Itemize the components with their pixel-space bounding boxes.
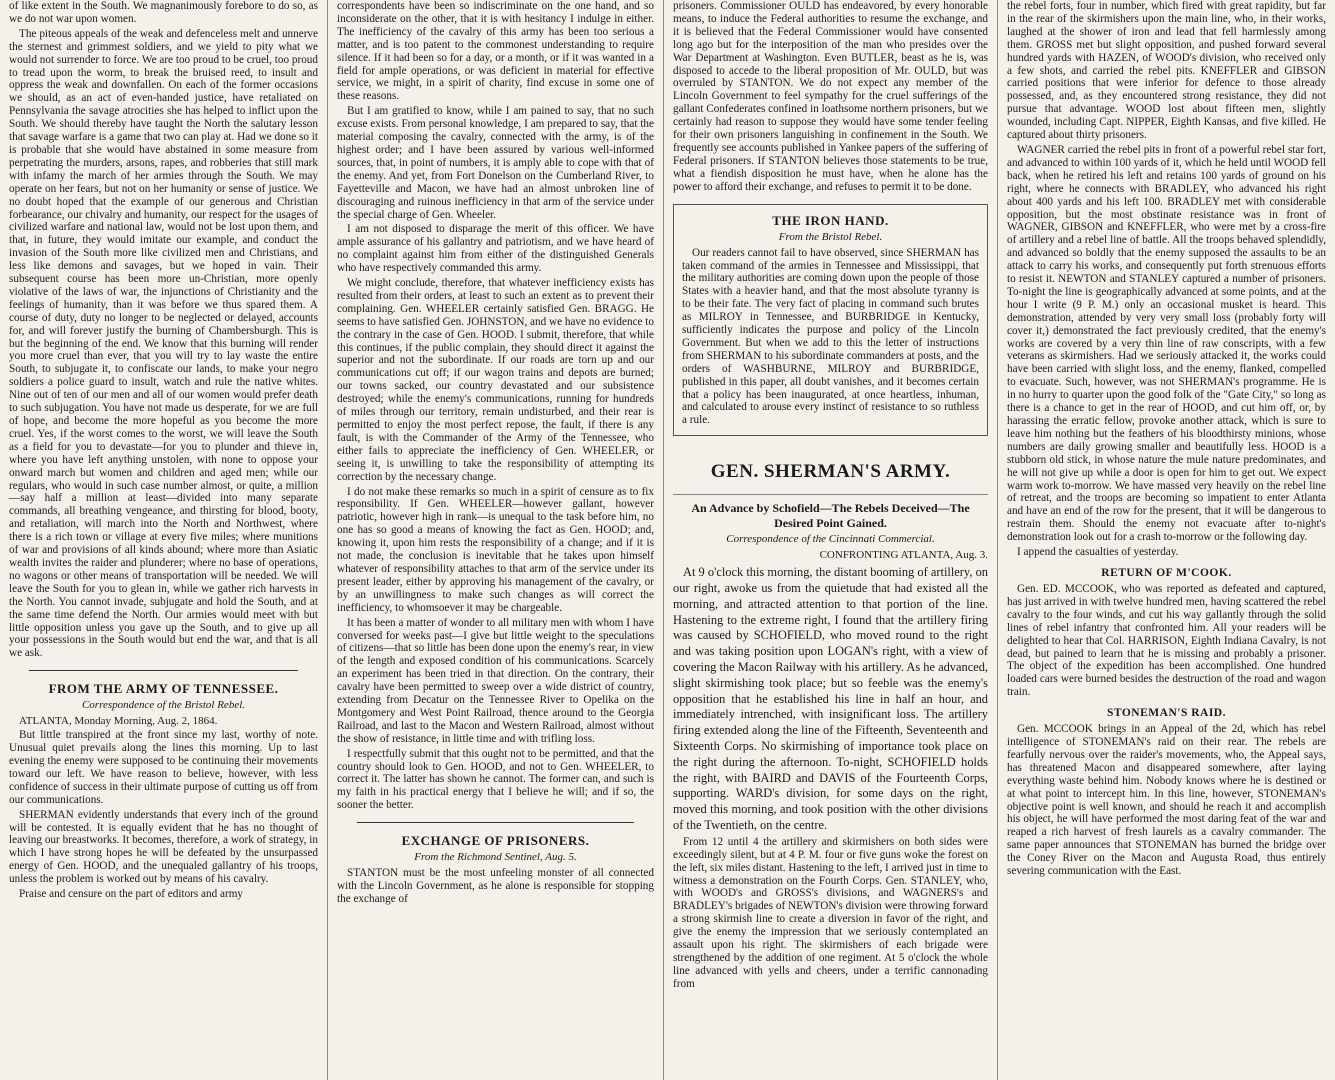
- article-heading: EXCHANGE OF PRISONERS.: [401, 833, 590, 849]
- article-source: From the Richmond Sentinel, Aug. 5.: [414, 851, 577, 864]
- paragraph: It has been a matter of wonder to all military men with whom I have conversed for weeks past—I give but little weight to the speculations of citizens—that so little has been done upon the enemy's rear, in view of the length and exposed condition of his communications. Scarcely an experiment has been tried in that direction. On the contrary, their cavalry have been permitted to sweep over a wide district of country, extending from Decatur on the Tennessee River to Opelika on the Montgomery and West Point Railroad, thence around to the Georgia Railroad, and last to the Macon and Western Railroad, almost without the show of resistance, in little time and with trifling loss.: [337, 616, 654, 745]
- paragraph: The piteous appeals of the weak and defenceless melt and unnerve the sternest and grimmest soldiers, and we yield to pity what we would not surrender to force. We are too proud to be cruel, too proud to tread upon the worm, to break the bruised reed, to insult and oppress the weak and downfallen. On each of the former occasions we should, as an act of even-handed justice, have retaliated on Pennsylvania the savage atrocities she has helped to inflict upon the South. We should thereby have taught the North the salutary lesson that savage warfare is a game that two can play at. Had we done so it is probable that she would have abstained in some measure from perpetrating the murders, arsons, rapes, and robberies that still mark with infamy the march of her armies through the South. We may operate on her fears, but not on her humanity or sense of justice. We no doubt hoped that the example of our generous and Christian forbearance, our chivalry and humanity, our respect for the usages of civilized warfare and national law, would not be lost upon them, and that, in future, they would imitate our example, and conduct the invasion of the South more like civilized men and Christians, and less like demons and savages, but we hoped in vain. Their subsequent course has been more un-Christian, more openly violative of the laws of war, the injunctions of Christianity and the feelings of humanity, than it was before we thus spared them. A course of duty, duty no longer to be neglected or delayed, accounts for, and will forever justify the burning of Chambersburgh. This is but the beginning of the end. We know that this burning will render you more cruel than ever, that you will try to lay waste the entire South, to subjugate it, to confiscate our lands, to make your negro soldiers a police guard to insult, watch and rule the native whites. Nine out of ten of our men and all of our women would prefer death to such subjugation. You have not made us desperate, for we are full of hope, and become the more hopeful as you become the more cruel. Yes, if the worst comes to the worst, we will leave the South as a field for you to devastate—for you to plunder and thieve in, where you have left anything unstolen, with none to oppose your onward march but women and children and aged men; while our regulars, who would in such case number almost, or quite, a million—say half a million at least—divided into many separate commands, all breathing vengeance, and thirsting for blood, booty, and retaliation, will march into the North and Northwest, where there is a rich town or village at every five miles; where munitions of war and provisions of all kinds abound; where more than Asiatic wealth invites the raider and plunderer; where no base of operations, no wagons or other means of transportation will be needed. We will leave the South for you to glean in, while we gather rich harvests in the North. You cannot invade, subjugate and hold the South, and at the same time defend the North. Our armies would meet with but little opposition unless you gave up the South, and to give up all your possessions in the South would but end the war, and that is all we ask.: [9, 27, 318, 660]
- article-source: Correspondence of the Cincinnati Commercial.: [726, 533, 935, 546]
- article-source: From the Bristol Rebel.: [778, 230, 883, 243]
- paragraph: correspondents have been so indiscriminate on the one hand, and so inconsiderate on the other, that it is with hesitancy I indulge in either. The inefficiency of the cavalry of this army has been too serious a matter, and is too patent to the commonest understanding to require silence. If it had been so for a day, or a month, or if it was wanted in a field for ample operations, or was deficient in material for effective service, we might, in a spirit of charity, find excuse in some one of these reasons.: [337, 0, 654, 103]
- article-heading: FROM THE ARMY OF TENNESSEE.: [48, 681, 279, 697]
- section-heading: RETURN OF M'COOK.: [1101, 566, 1232, 579]
- boxed-article: [673, 204, 988, 437]
- paragraph: But little transpired at the front since my last, worthy of note. Unusual quiet prevails along the lines this morning. Up to last evening the enemy were supposed to be continuing their movements toward our left. We have reason to believe, however, with less confidence of success in their ultimate purpose of cutting us off from our communications.: [9, 729, 318, 806]
- divider: [673, 494, 988, 495]
- divider: [29, 670, 298, 671]
- paragraph: I respectfully submit that this ought not to be permitted, and that the country should look to Gen. HOOD, and not to Gen. WHEELER, to correct it. The latter has shown he cannot. The former can, and such is my faith in his practical energy that I believe he will; and if so, the sooner the better.: [337, 747, 654, 812]
- paragraph: Gen. ED. MCCOOK, who was reported as defeated and captured, has just arrived in with twelve hundred men, having scattered the rebel cavalry to the four winds, and cut his way gallantly through the solid lines of rebel infantry that confronted him. All your readers will be delighted to hear that Col. HARRISON, Eighth Indiana Cavalry, is not dead, but pained to learn that he is missing and probably a prisoner. The object of the expedition has been accomplished. One hundred loaded cars were burned besides the destruction of the road and wagon train.: [1007, 582, 1326, 699]
- paragraph: But I am gratified to know, while I am pained to say, that no such excuse exists. From personal knowledge, I am prepared to say, that the material composing the cavalry, connected with the army, is of the highest order; and I have been assured by various well-informed sources, that, in point of numbers, it is amply able to cope with that of the enemy. And yet, from Fort Donelson on the Cumberland River, to Fayetteville and Macon, we have had an almost unbroken line of discouraging and ruinous inefficiency in that arm of the service under the special charge of Gen. Wheeler.: [337, 105, 654, 221]
- paragraph: of like extent in the South. We magnanimously forebore to do so, as we do not war upon women.: [9, 0, 318, 25]
- paragraph: I append the casualties of yesterday.: [1017, 546, 1179, 559]
- paragraph: We might conclude, therefore, that whatever inefficiency exists has resulted from their orders, at least to such an extent as to prevent their complaining. Gen. WHEELER certainly satisfied Gen. BRAGG. He seems to have satisfied Gen. JOHNSTON, and we have no evidence to the contrary in the case of Gen. HOOD. I submit, therefore, that while this continues, if the public complain, they should direct it against the superior and not the subordinate. If our roads are torn up and our communications cut off; if our wagon trains and depots are burned; our towns sacked, our country devastated and our subsistence destroyed; while the enemy's communications, running for hundreds of miles through our territory, remain undisturbed, and their rear is permitted to enjoy the most perfect repose, the fault, if there is any fault, is with the Commander of the Army of the Tennessee, who either fails to appreciate the inefficiency of Gen. WHEELER, or seeing it, is unwilling to take the responsibility of attempting its correction by the necessary change.: [337, 277, 655, 483]
- paragraph: the rebel forts, four in number, which fired with great rapidity, but far in the rear of the skirmishers upon the main line, who, in their works, laughed at the shower of iron and lead that fell harmlessly among them. GROSS met but slight opposition, and pushed forward several hundred yards with HAZEN, of WOOD's division, who received only a few shots, and carried the rebel pits. KNEFFLER and GIBSON carried positions that were inferior for defence to those already possessed, and, as they encountered strong resistance, they did not pursue that advantage. WOOD lost about fifteen men, slightly wounded, including Capt. NIPPER, Eighth Kansas, and five killed. He captured about thirty prisoners.: [1007, 0, 1326, 142]
- column-2: [328, 0, 664, 1080]
- dateline: ATLANTA, Monday Morning, Aug. 2, 1864.: [19, 715, 218, 728]
- paragraph: Praise and censure on the part of editors and army: [19, 888, 243, 901]
- column-3: [664, 0, 998, 1080]
- paragraph: SHERMAN evidently understands that every inch of the ground will be contested. It is equally evident that he has no thought of leaving our breastworks. It becomes, therefore, a work of strategy, in which I have strong hopes he will be defeated by the unsurpassed energy of Gen. HOOD, and the unequaled gallantry of his troops, unless the problem is worked out by means of his cavalry.: [9, 808, 318, 886]
- paragraph: WAGNER carried the rebel pits in front of a powerful rebel star fort, and advanced to within 100 yards of it, which he held until WOOD fell back, when he retired his left and retains 100 yards of ground on his right, where he connects with BRADLEY, who advanced his right about 400 yards and his left 100. BRADLEY met with considerable opposition, but the most obstinate resistance was in front of WAGNER, GIBSON and KNEFFLER, who were met by a cross-fire of artillery and a rebel line of battle. All the troops behaved splendidly, and advanced so boldly that the enemy supposed the assaults to be an attack to carry his works, and consequently put forth strenuous efforts to resist it. NEWTON and STANLEY captured a number of prisoners. To-night the line is geographically advanced at some points, and at the hour I write (9 P. M.) only an occasional musket is heard. This demonstration, attended by very very small loss (probably forty will cover it,) demonstrated the fact previously credited, that the enemy's works are covered by a very thin line of raw conscripts, with a few veterans as skirmishers. Had we seriously attacked it, the works could have been carried with slight loss, and the enemy, flanked, compelled to evacuate. Such, however, was not SHERMAN's programme. He is in no hurry to quarter upon the good folk of the "Gate City," so long as there is a chance to get in the rear of HOOD, and cut him off, or, by harassing the erratic fellow, provoke another attack, which is sure to leave him nothing but the feathers of his bloodthirsty minions, whose numbers are daily growing smaller and beautifully less. HOOD is a stubborn old stick, in whose nature the mule nature predominates, and he will not give up while a door is open for him to get out. We expect warm work to-morrow. We have massed very heavily on the rebel line of retreat, and the troops are becoming so impatient to enter Atlanta and have an end of the row for the present, that it will be dangerous to restrain them. Should the enemy not evacuate after to-night's demonstration look out for a crash to-morrow or the following day.: [1007, 143, 1326, 544]
- paragraph: Gen. MCCOOK brings in an Appeal of the 2d, which has rebel intelligence of STONEMAN's raid on their rear. The rebels are fearfully nervous over the raider's movements, who, the Appeal says, has threatened Macon and disappeared somewhere, after laying everything waste behind him. Nobody knows where he is destined or at what point to intercept him. In this line, however, STONEMAN's objective point is well known, and should he reach it and accomplish his object, he will have performed the most daring feat of the war and reaped a rich harvest of fresh laurels as a cavalry commander. The same paper announces that STONEMAN has burned the bridge over the Coney River on the Macon and Augusta Road, thus entirely severing communication with the East.: [1007, 723, 1326, 878]
- paragraph: Our readers cannot fail to have observed, since SHERMAN has taken command of the armies in Tennessee and Mississippi, that the military authorities are coming down upon the people of those States with a heavier hand, and that the most absolute tyranny is to be their fate. The very fact of placing in command such brutes as MILROY in Tennessee, and BURBRIDGE in Kentucky, sufficiently indicates the purpose and policy of the Lincoln Government. But when we add to this the letter of instructions from SHERMAN to his subordinate commanders at posts, and the orders of WASHBURNE, MILROY and BURBRIDGE, published in this paper, all doubt vanishes, and it becomes certain that a policy has been inaugurated, at once heartless, inhuman, and calculated to arouse every instinct of resistance to so ruthless a rule.: [682, 246, 979, 427]
- divider: [357, 822, 634, 823]
- paragraph: STANTON must be the most unfeeling monster of all connected with the Lincoln Government, as he alone is responsible for stopping the exchange of: [337, 867, 654, 905]
- paragraph: prisoners. Commissioner OULD has endeavored, by every honorable means, to induce the Federal authorities to resume the exchange, and it is believed that the Federal Commissioner would have consented long ago but for the interposition of the man who presides over the War Department at Washington. Even BUTLER, beast as he is, was disposed to accede to the liberal proposition of Mr. OULD, but was overruled by STANTON. We do not expect any member of the Lincoln Government to feel sympathy for the cruel sufferings of the gallant Confederates confined in loathsome northern prisoners, but we certainly had reason to suppose they would have some tender feeling for their own prisoners languishing in confinement in the South. We frequently see accounts published in Yankee papers of the suffering of Federal prisoners. If STANTON believes those statements to be true, what a fiendish disposition he must have, when he alone has the power to afford their exchange, and refuses to permit it to be done.: [673, 0, 988, 193]
- article-headline: GEN. SHERMAN'S ARMY.: [710, 461, 951, 483]
- paragraph: From 12 until 4 the artillery and skirmishers on both sides were exceedingly silent, but at 4 P. M. four or five guns woke the forest on the left, six miles distant. Hastening to the left, I arrived just in time to witness a demonstration on the Fourth Corps. Gen. STANLEY, who, with WOOD's and GROSS's divisions, and WAGNERS's and BRADLEY's brigades of NEWTON's division were throwing forward a strong skirmish line to create a diversion in favor of the right, and give the enemy the impression that we seriously contemplated an assault upon his right. The skirmishers of each brigade were strengthened by the addition of one regiment. At 5 o'clock the whole line advanced with yells and cheers, under a terrific cannonading from: [673, 835, 988, 990]
- paragraph: At 9 o'clock this morning, the distant booming of artillery, on our right, awoke us from the quietude that had existed all the morning, and attracted attention to that portion of the line. Hastening to the extreme right, I found that the artillery firing was caused by SCHOFIELD, who moved round to the right and was taking position upon LOGAN's right, with a view of covering the Macon Railway with his artillery. As he advanced, slight skirmishing took place; but so feeble was the enemy's opposition that he established his line in half an hour, and immediately intrenched, with insignificant loss. The artillery firing extended along the line of the Fifteenth, Seventeenth and Sixteenth Corps. No skirmishing of importance took place on the right during the afternoon. To-night, SCHOFIELD holds the right, with BAIRD and DAVIS of the Fourteenth Corps, supporting. WARD's division, for some days on the right, moved this morning, and took position with the other divisions of the Twentieth, on the centre.: [673, 565, 988, 833]
- article-heading: THE IRON HAND.: [772, 212, 889, 228]
- article-source: Correspondence of the Bristol Rebel.: [81, 699, 246, 712]
- paragraph: I am not disposed to disparage the merit of this officer. We have ample assurance of his gallantry and patriotism, and we have heard of no complaint against him from either of the distinguished Generals who have respectively commanded this army.: [337, 223, 654, 275]
- article-body: [673, 565, 988, 834]
- paragraph: I do not make these remarks so much in a spirit of censure as to fix responsibility. If Gen. WHEELER—however gallant, however patriotic, however high in rank—is unequal to the task before him, no one has so good a means of knowing the fact as Gen. HOOD; and, knowing it, upon him rests the responsibility of a change; and if it is not made, the conclusion is inevitable that he takes upon himself whatever of responsibility attaches to that arm of the service under its present leader, either by approving his management of the cavalry, or by an unwillingness to make such changes as will correct the inefficiency, to whomsoever it may be chargeable.: [337, 485, 654, 614]
- section-heading: STONEMAN'S RAID.: [1107, 707, 1226, 720]
- column-4: [998, 0, 1335, 1080]
- column-1: [0, 0, 328, 1080]
- dateline: CONFRONTING ATLANTA, Aug. 3.: [819, 549, 988, 562]
- article-deck: An Advance by Schofield—The Rebels Deceived—The Desired Point Gained.: [691, 501, 970, 531]
